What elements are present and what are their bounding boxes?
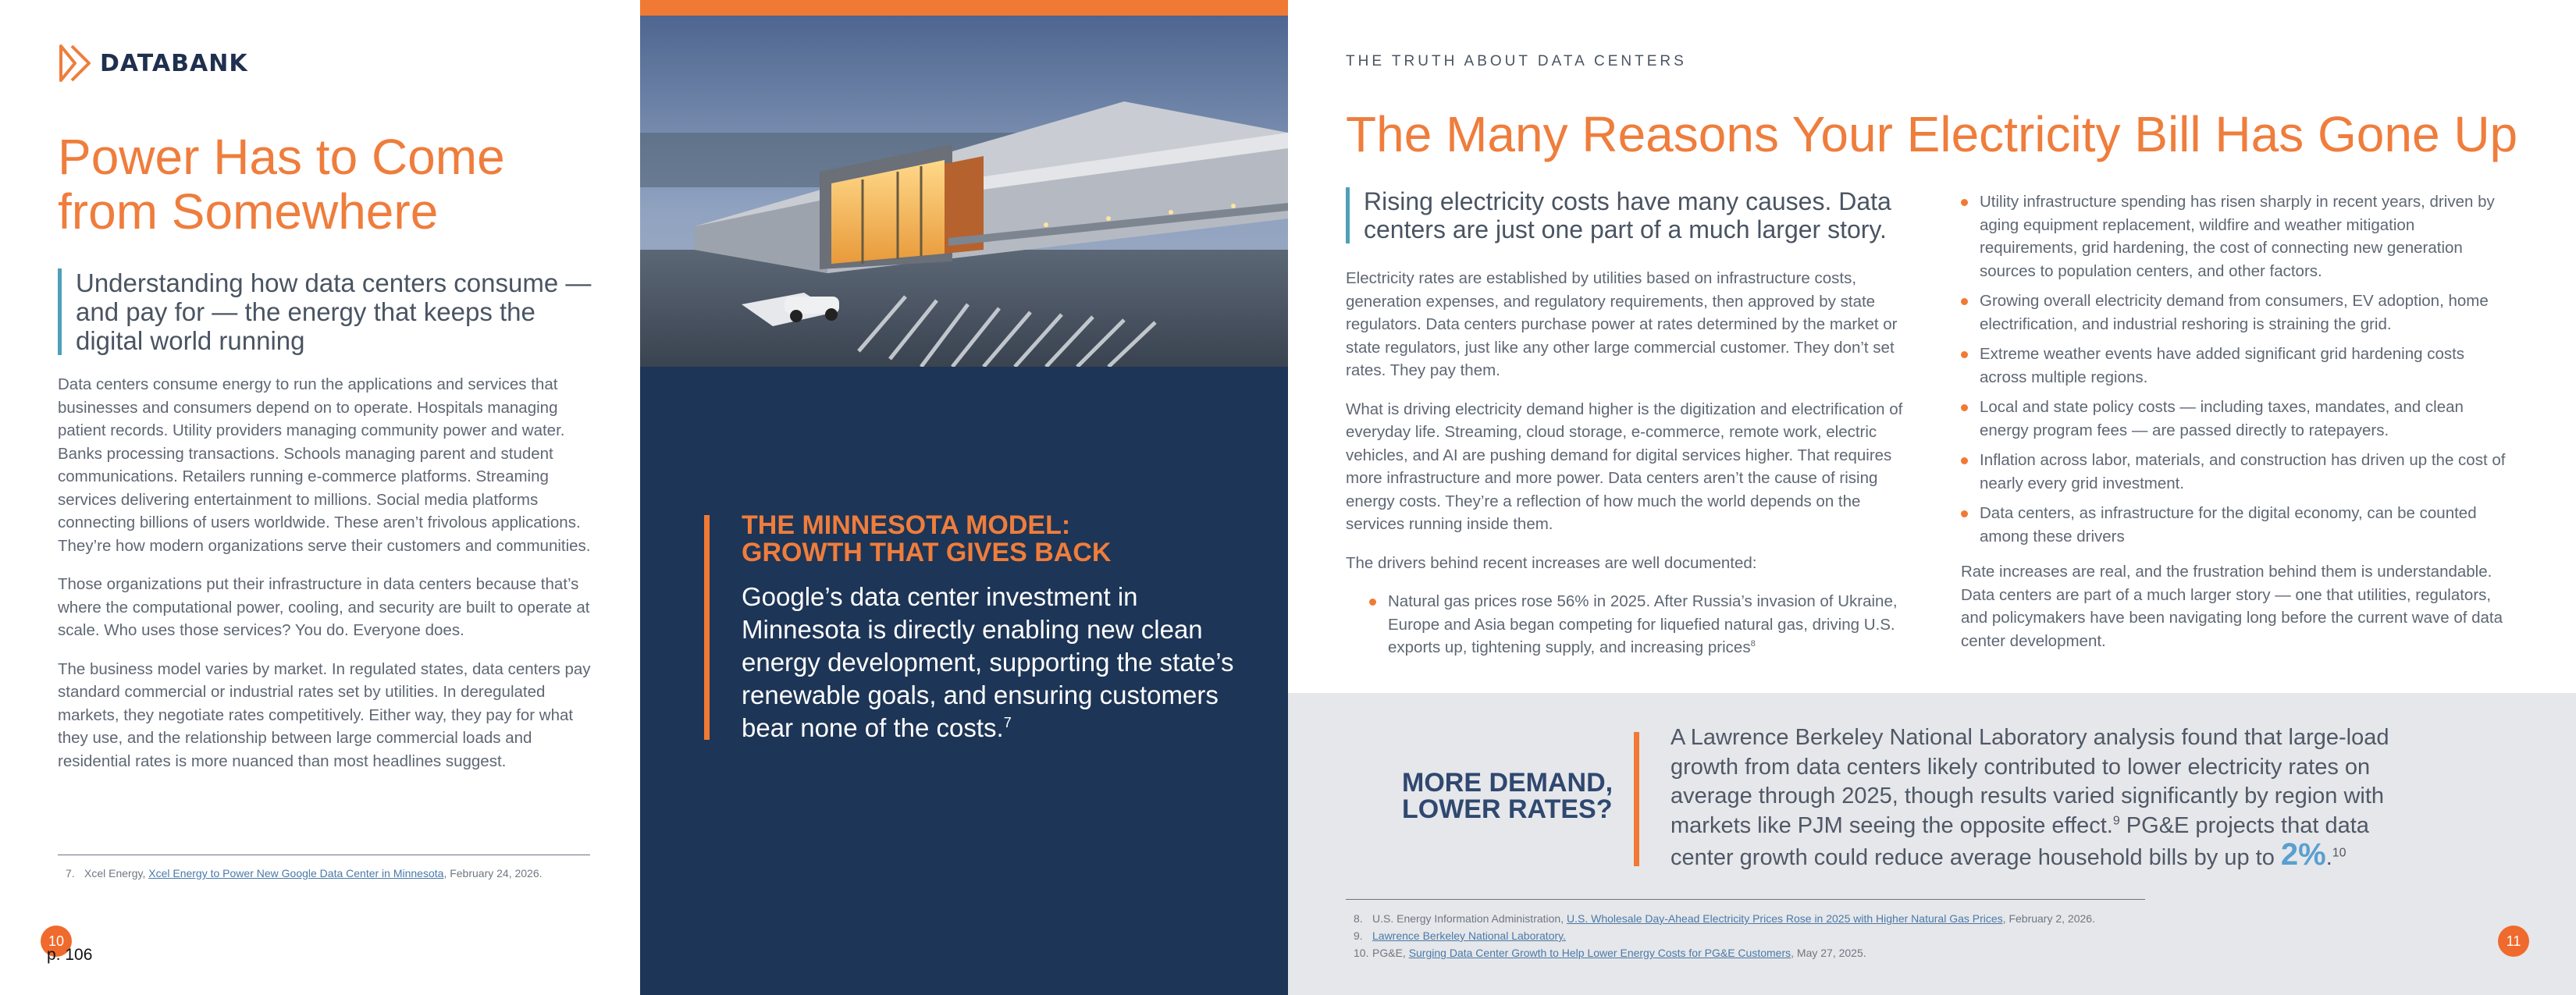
footnote-ref[interactable]: 10 xyxy=(2332,846,2347,860)
heading-line: THE MINNESOTA MODEL: xyxy=(742,510,1071,540)
footnote-number: 9. xyxy=(1354,929,1363,942)
body-column-left xyxy=(1346,267,1923,666)
footnote-link[interactable]: Surging Data Center Growth to Help Lower Energy Costs for PG&E Customers xyxy=(1408,947,1791,959)
list-item-text: Inflation across labor, materials, and construction has driven up the cost of nearly every grid investment. xyxy=(1980,451,2506,492)
footnote-date: , February 2, 2026. xyxy=(2002,912,2095,925)
databank-chevron-logo-icon xyxy=(58,44,92,83)
footnote-link[interactable]: Lawrence Berkeley National Laboratory. xyxy=(1372,929,1566,942)
data-center-photo xyxy=(640,16,1288,367)
list-item-text: Local and state policy costs — including taxes, mandates, and clean energy program fees — are passed directly to ratepayers. xyxy=(1980,398,2464,439)
paragraph: Electricity rates are established by utilities based on infrastructure costs, generation expenses, and regulatory requirements, then approved by state regulators. Data centers purchase power at rates determined by the market or state regulators, just like any other large commercial customer. They don’t set rates. They pay them. xyxy=(1346,269,1898,379)
body-column-right xyxy=(1961,190,2512,652)
page-label: p. 106 xyxy=(47,946,93,964)
accent-rule xyxy=(1634,732,1639,866)
footnote-8 xyxy=(1354,910,2212,927)
footnotes xyxy=(1354,910,2212,961)
list-item-text: Extreme weather events have added significant grid hardening costs across multiple regions. xyxy=(1980,345,2465,386)
callout-body xyxy=(1670,723,2396,873)
heading-line: LOWER RATES? xyxy=(1402,794,1613,824)
page-title: Power Has to Come from Somewhere xyxy=(58,129,505,240)
body-text xyxy=(58,373,596,788)
bullet-icon xyxy=(1961,298,1968,305)
footnote-number: 7. xyxy=(66,867,75,880)
footnote-date: , May 27, 2025. xyxy=(1791,947,1866,959)
callout-text: . xyxy=(2325,845,2332,870)
pull-quote: Understanding how data centers consume — and pay for — the energy that keeps the digital world running xyxy=(58,268,607,355)
footnote-link[interactable]: U.S. Wholesale Day-Ahead Electricity Prices Rose in 2025 with Higher Natural Gas Prices xyxy=(1567,912,2003,925)
footnote-7 xyxy=(66,865,612,882)
driver-list xyxy=(1961,190,2512,548)
footnote-number: 8. xyxy=(1354,912,1363,925)
accent-bar xyxy=(640,0,1288,16)
list-item xyxy=(1961,449,2512,495)
list-item xyxy=(1369,590,1923,659)
list-item-text: Natural gas prices rose 56% in 2025. After Russia’s invasion of Ukraine, Europe and Asia began competing for liquefied natural gas, driving U.S. exports up, tightening supply, and increasing prices xyxy=(1388,592,1898,656)
bullet-icon xyxy=(1961,199,1968,206)
list-item xyxy=(1961,396,2512,442)
footnote-source: U.S. Energy Information Administration, xyxy=(1372,912,1567,925)
footnote-link[interactable]: Xcel Energy to Power New Google Data Center in Minnesota xyxy=(148,867,444,880)
paragraph: The drivers behind recent increases are well documented: xyxy=(1346,553,1757,572)
page-number-badge: 11 xyxy=(2498,926,2529,957)
callout-text: PG&E projects that data center growth could reduce average household bills by up to xyxy=(1670,812,2369,870)
data-center-building-icon xyxy=(640,16,1288,367)
callout-text: A Lawrence Berkeley National Laboratory analysis found that large-load growth from data centers likely contributed to lower electricity rates on average through 2025, though results varied significantly by region with markets like PJM seeing the opposite effect. xyxy=(1670,725,2389,838)
footnote-date: , February 24, 2026. xyxy=(443,867,543,880)
paragraph: What is driving electricity demand higher is the digitization and electrification of everyday life. Streaming, cloud storage, e-commerce, remote work, electric vehicles, and AI are pushing demand for digital services higher. That requires more infrastructure and more power. Data centers aren’t the cause of rising energy costs. They’re a reflection of how much the world depends on the services running inside them. xyxy=(1346,400,1903,533)
list-item xyxy=(1961,190,2512,283)
callout-heading xyxy=(1402,769,1628,823)
paragraph: Rate increases are real, and the frustration behind them is understandable. Data centers are part of a much larger story — one that utilities, regulators, and policymakers have been navigating long before the current wave of data center development. xyxy=(1961,563,2503,650)
bullet-icon xyxy=(1961,510,1968,517)
list-item-text: Data centers, as infrastructure for the digital economy, can be counted among these drivers xyxy=(1980,504,2477,545)
driver-list xyxy=(1369,590,1923,659)
paragraph: The business model varies by market. In regulated states, data centers pay standard commercial or industrial rates set by utilities. In deregulated markets, they negotiate rates competitively. Either way, they pay for what they use, and the relationship between large commercial loads and residential rates is more nuanced than most headlines suggest. xyxy=(58,659,591,770)
body-text: Google’s data center investment in Minnesota is directly enabling new clean energy development, supporting the state’s renewable goals, and ensuring customers bear none of the costs. xyxy=(742,582,1234,742)
page-number-badge: 10 xyxy=(41,926,72,957)
bullet-icon xyxy=(1961,457,1968,464)
footnote-9 xyxy=(1354,927,2212,944)
footnote-ref[interactable]: 7 xyxy=(1003,715,1012,730)
section-kicker: THE TRUTH ABOUT DATA CENTERS xyxy=(1346,53,1687,69)
footnote-10 xyxy=(1354,944,2212,961)
footnote-number: 10. xyxy=(1354,947,1369,959)
page-title: The Many Reasons Your Electricity Bill Has Gone Up xyxy=(1346,106,2518,162)
bullet-icon xyxy=(1369,599,1376,606)
bullet-icon xyxy=(1961,351,1968,358)
list-item xyxy=(1961,502,2512,548)
brand-name: DATABANK xyxy=(100,49,248,77)
footnote-ref[interactable]: 9 xyxy=(2112,813,2120,827)
footnote-source: PG&E, xyxy=(1372,947,1409,959)
list-item-text: Utility infrastructure spending has risen sharply in recent years, driven by aging equipment replacement, wildfire and weather mitigation requirements, grid hardening, the cost of connecting new generation sources to population centers, and other factors. xyxy=(1980,193,2495,280)
accent-rule xyxy=(704,515,710,740)
minnesota-body xyxy=(742,581,1241,744)
paragraph: Those organizations put their infrastructure in data centers because that’s where the computational power, cooling, and security are built to operate at scale. Who uses those services? You do. Everyone does. xyxy=(58,575,590,639)
pull-quote: Rising electricity costs have many causes. Data centers are just one part of a much larger story. xyxy=(1346,187,1934,243)
bullet-icon xyxy=(1961,404,1968,411)
footnote-divider xyxy=(1346,899,2145,900)
list-item xyxy=(1961,343,2512,389)
heading-line: GROWTH THAT GIVES BACK xyxy=(742,538,1112,567)
list-item xyxy=(1961,290,2512,336)
footnote-ref[interactable]: 8 xyxy=(1750,639,1756,649)
minnesota-heading xyxy=(742,512,1241,567)
highlight-stat: 2% xyxy=(2280,837,2326,872)
paragraph: Data centers consume energy to run the applications and services that businesses and consumers depend on to operate. Hospitals managing patient records. Utility providers managing community power and water. Banks processing transactions. Schools managing parent and student communications. Retailers running e-commerce platforms. Streaming services delivering entertainment to millions. Social media platforms connecting billions of users worldwide. These aren’t frivolous applications. They’re how modern organizations serve their customers and communities. xyxy=(58,375,591,555)
footnote-source: Xcel Energy, xyxy=(84,867,149,880)
list-item-text: Growing overall electricity demand from consumers, EV adoption, home electrification, and industrial reshoring is straining the grid. xyxy=(1980,292,2489,333)
heading-line: MORE DEMAND, xyxy=(1402,768,1614,798)
databank-logo[interactable] xyxy=(58,44,248,83)
